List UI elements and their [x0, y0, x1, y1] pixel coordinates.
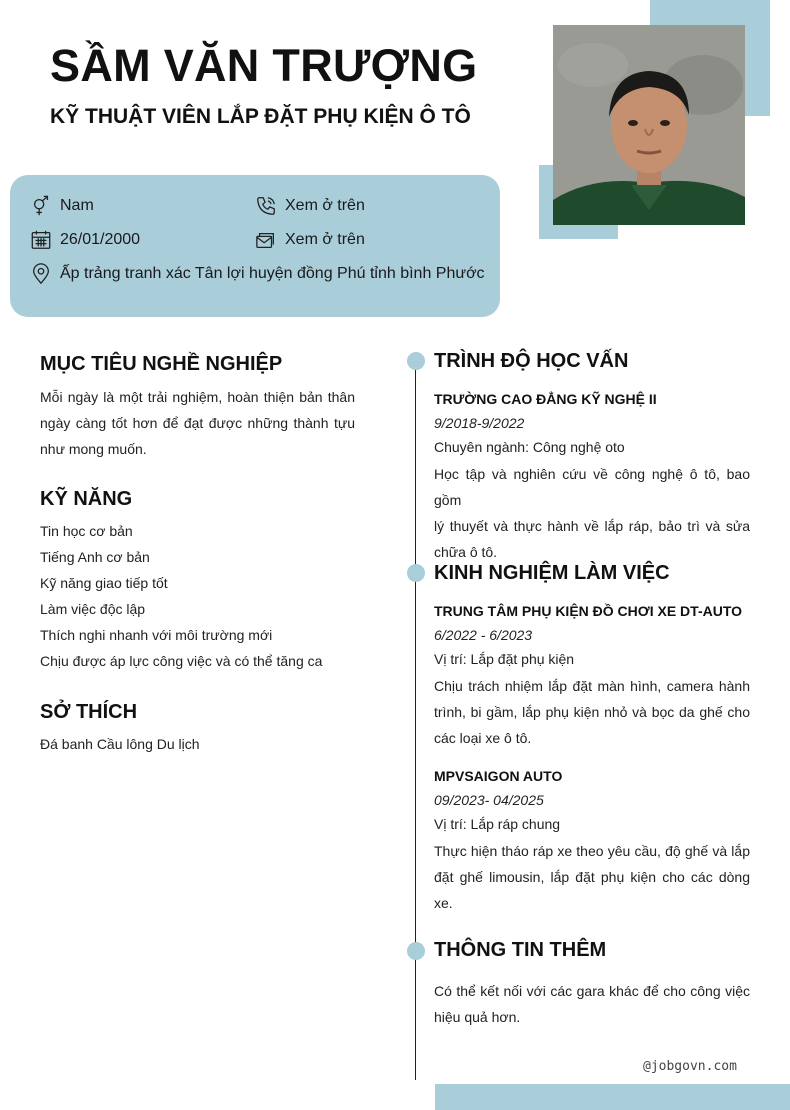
additional-line: hiệu quả hơn. — [434, 1009, 521, 1025]
job-desc-line: xe. — [434, 895, 453, 911]
email-row — [255, 229, 365, 251]
job-position: Vị trí: Lắp ráp chung — [434, 816, 561, 832]
skill-item: Thích nghi nhanh với môi trường mới — [40, 627, 273, 643]
school-name: TRƯỜNG CAO ĐẲNG KỸ NGHỆ II — [434, 391, 657, 407]
skill-item: Chịu được áp lực công việc và có thể tăng ca — [40, 653, 323, 669]
job-period: 09/2023- 04/2025 — [434, 792, 544, 808]
gender-icon — [30, 195, 52, 217]
skills-title: KỸ NĂNG — [40, 488, 133, 510]
education-description — [434, 461, 750, 565]
decor-block-bottom-right — [435, 1084, 790, 1110]
job-description — [434, 673, 750, 751]
education-desc-line: Học tập và nghiên cứu về công nghệ ô tô, bao gồm — [434, 466, 750, 508]
contact-panel — [10, 175, 500, 317]
skill-item: Kỹ năng giao tiếp tốt — [40, 575, 168, 591]
objective-line: ngày càng tốt hơn để đạt được những thành tựu — [40, 415, 355, 431]
education-period: 9/2018-9/2022 — [434, 415, 525, 431]
job-company: MPVSAIGON AUTO — [434, 768, 563, 784]
timeline-dot — [407, 564, 425, 582]
skill-item: Làm việc độc lập — [40, 601, 146, 617]
job-company: TRUNG TÂM PHỤ KIỆN ĐỒ CHƠI XE DT-AUTO — [434, 603, 743, 619]
job-desc-line: đặt ghế limousin, lắp đặt phụ kiện cho các dòng — [434, 869, 750, 885]
gender-value: Nam — [60, 197, 94, 214]
timeline-dot — [407, 352, 425, 370]
address-value: Ấp trảng tranh xác Tân lợi huyện đồng Phú tỉnh bình Phước — [60, 265, 485, 282]
job-position: Vị trí: Lắp đặt phụ kiện — [434, 651, 575, 667]
job-desc-line: trình, bi gầm, lắp phụ kiện nhỏ và bọc da ghế cho — [434, 704, 750, 720]
timeline-line — [415, 360, 416, 1080]
additional-title: THÔNG TIN THÊM — [434, 939, 607, 961]
gender-row — [30, 195, 94, 217]
phone-icon — [255, 195, 277, 217]
job-title: KỸ THUẬT VIÊN LẮP ĐẶT PHỤ KIỆN Ô TÔ — [50, 105, 471, 128]
objective-title: MỤC TIÊU NGHỀ NGHIỆP — [40, 353, 283, 375]
job-desc-line: các loại xe ô tô. — [434, 730, 532, 746]
skill-item: Tiếng Anh cơ bản — [40, 549, 150, 565]
job-description — [434, 838, 750, 916]
address-row — [30, 263, 485, 285]
job-desc-line: Chịu trách nhiệm lắp đặt màn hình, camera hành — [434, 678, 750, 694]
objective-line: như mong muốn. — [40, 441, 147, 457]
job-period: 6/2022 - 6/2023 — [434, 627, 533, 643]
skill-item: Tin học cơ bản — [40, 523, 133, 539]
birthdate-row — [30, 229, 140, 251]
education-desc-line: chữa ô tô. — [434, 544, 498, 560]
birthdate-value: 26/01/2000 — [60, 231, 141, 248]
objective-text — [40, 384, 355, 462]
location-icon — [30, 263, 52, 285]
job-desc-line: Thực hiện tháo ráp xe theo yêu cầu, độ ghế và lắp — [434, 843, 750, 859]
phone-row — [255, 195, 365, 217]
phone-value: Xem ở trên — [285, 197, 365, 214]
education-major: Chuyên ngành: Công nghệ oto — [434, 439, 625, 455]
additional-text — [434, 978, 750, 1030]
additional-line: Có thể kết nối với các gara khác để cho công việc — [434, 983, 750, 999]
timeline-dot — [407, 942, 425, 960]
profile-photo — [553, 25, 745, 225]
watermark: @jobgovn.com — [643, 1059, 737, 1074]
hobbies-title: SỞ THÍCH — [40, 701, 138, 723]
objective-line: Mỗi ngày là một trải nghiệm, hoàn thiện bản thân — [40, 389, 355, 405]
education-desc-line: lý thuyết và thực hành về lắp ráp, bảo trì và sửa — [434, 518, 750, 534]
email-icon — [255, 229, 277, 251]
education-title: TRÌNH ĐỘ HỌC VẤN — [434, 350, 629, 372]
email-value: Xem ở trên — [285, 231, 365, 248]
hobbies-text: Đá banh Cầu lông Du lịch — [40, 736, 200, 752]
experience-title: KINH NGHIỆM LÀM VIỆC — [434, 562, 670, 584]
calendar-icon — [30, 229, 52, 251]
candidate-name: SẦM VĂN TRƯỢNG — [50, 40, 478, 91]
